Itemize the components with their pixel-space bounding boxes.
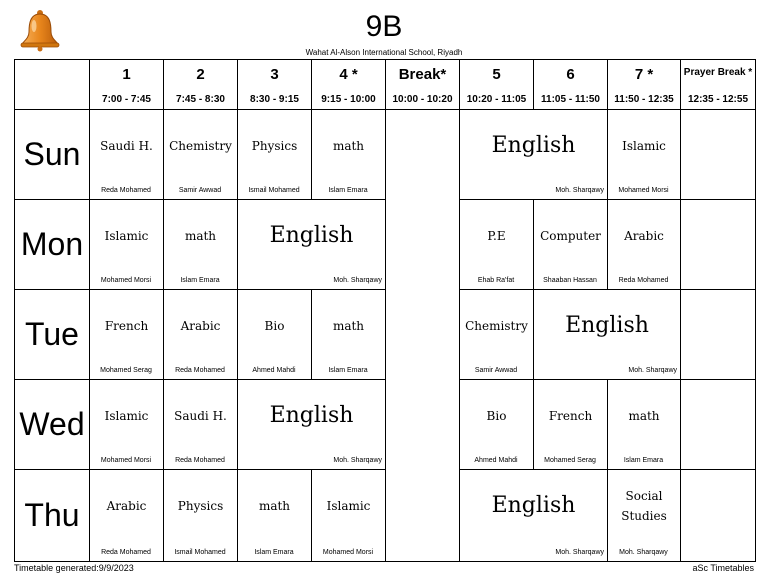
lesson-cell: [312, 110, 386, 200]
teacher: Moh. Sharqawy: [619, 549, 668, 556]
teacher: Mohamed Serag: [100, 367, 152, 374]
teacher: Shaaban Hassan: [543, 277, 597, 284]
teacher: Moh. Sharqawy: [555, 549, 604, 556]
subject: English: [269, 402, 354, 428]
lesson-cell: [238, 110, 312, 200]
subject: English: [269, 222, 354, 248]
day-row-mon: [15, 200, 756, 290]
teacher: Samir Awwad: [178, 187, 222, 194]
teacher: Reda Mohamed: [101, 187, 151, 194]
subject: English: [491, 132, 576, 158]
day-row-wed: [15, 380, 756, 470]
day-label: Mon: [15, 200, 90, 290]
subject: Islamic: [326, 499, 371, 514]
teacher: Moh. Sharqawy: [628, 367, 677, 374]
teacher: Islam Emara: [328, 367, 368, 374]
lesson-cell: [460, 290, 534, 380]
teacher: Mohamed Morsi: [100, 457, 152, 464]
day-label: Sun: [15, 110, 90, 200]
day-label: Tue: [15, 290, 90, 380]
day-label: Thu: [15, 470, 90, 562]
subject: math: [184, 228, 217, 243]
teacher: Ahmed Mahdi: [252, 367, 296, 374]
subject: Social Studies: [621, 489, 667, 524]
teacher: Ahmed Mahdi: [474, 457, 518, 464]
school-name: Wahat Al-Alson International School, Riyadh: [305, 48, 463, 57]
lesson-cell: [460, 380, 534, 470]
subject: Islamic: [104, 228, 149, 243]
lesson-cell: [238, 200, 386, 290]
break-column: [386, 110, 460, 562]
teacher: Ismail Mohamed: [248, 187, 300, 194]
prayer-break-cell: [681, 200, 756, 290]
lesson-cell: [164, 380, 238, 470]
subject: Arabic: [106, 499, 147, 514]
teacher: Islam Emara: [328, 187, 368, 194]
subject: Arabic: [624, 228, 664, 243]
generated-date: Timetable generated:9/9/2023: [14, 563, 134, 573]
period-header-2: 2 7:45 - 8:30: [164, 60, 238, 110]
brand-label: aSc Timetables: [692, 563, 754, 573]
lesson-cell: [312, 470, 386, 562]
day-row-sun: [15, 110, 756, 200]
period-header-3: 3 8:30 - 9:15: [238, 60, 312, 110]
teacher: Reda Mohamed: [175, 457, 225, 464]
header-row: [15, 60, 756, 110]
corner-cell: [15, 60, 90, 110]
lesson-cell: [460, 110, 608, 200]
lesson-cell: [164, 200, 238, 290]
lesson-cell: [608, 110, 681, 200]
lesson-cell: [90, 200, 164, 290]
teacher: Mohamed Morsi: [100, 277, 152, 284]
prayer-break-cell: [681, 470, 756, 562]
teacher: Ismail Mohamed: [174, 549, 226, 556]
subject: Arabic: [180, 318, 221, 333]
lesson-cell: [608, 200, 681, 290]
subject: Bio: [264, 318, 285, 333]
class-title: 9B: [365, 10, 403, 43]
teacher: Reda Mohamed: [175, 367, 225, 374]
subject: math: [258, 499, 291, 514]
lesson-cell: [90, 290, 164, 380]
lesson-cell: [534, 290, 681, 380]
period-header-4: 4 * 9:15 - 10:00: [312, 60, 386, 110]
subject: Saudi H.: [174, 408, 227, 423]
subject: English: [491, 493, 576, 519]
subject: math: [332, 318, 365, 333]
subject: Computer: [540, 228, 601, 243]
lesson-cell: [312, 290, 386, 380]
subject: Physics: [177, 499, 224, 514]
subject: Chemistry: [169, 138, 232, 153]
period-header-7: 7 * 11:50 - 12:35: [608, 60, 681, 110]
subject: P.E: [487, 228, 506, 243]
subject: math: [332, 138, 365, 153]
teacher: Islam Emara: [623, 457, 664, 464]
period-header-prayer: Prayer Break * 12:35 - 12:55: [681, 60, 756, 110]
lesson-cell: [534, 380, 608, 470]
teacher: Mohamed Serag: [544, 457, 596, 464]
lesson-cell: [164, 470, 238, 562]
period-header-6: 6 11:05 - 11:50: [534, 60, 608, 110]
subject: math: [628, 408, 660, 423]
period-header-1: 1 7:00 - 7:45: [90, 60, 164, 110]
period-header-5: 5 10:20 - 11:05: [460, 60, 534, 110]
subject: Islamic: [622, 138, 666, 153]
teacher: Mohamed Morsi: [618, 187, 669, 194]
teacher: Islam Emara: [180, 277, 220, 284]
prayer-break-cell: [681, 380, 756, 470]
teacher: Moh. Sharqawy: [555, 187, 604, 194]
lesson-cell: [90, 380, 164, 470]
prayer-break-cell: [681, 290, 756, 380]
lesson-cell: [90, 470, 164, 562]
lesson-cell: [608, 470, 681, 562]
lesson-cell: [238, 290, 312, 380]
subject: English: [565, 312, 649, 338]
teacher: Moh. Sharqawy: [333, 277, 382, 284]
subject: Chemistry: [465, 318, 528, 333]
lesson-cell: [238, 380, 386, 470]
subject: Bio: [486, 408, 507, 423]
lesson-cell: [90, 110, 164, 200]
teacher: Islam Emara: [254, 549, 294, 556]
day-row-thu: [15, 470, 756, 562]
teacher: Reda Mohamed: [101, 549, 151, 556]
subject: Saudi H.: [100, 138, 153, 153]
day-row-tue: [15, 290, 756, 380]
lesson-cell: [534, 200, 608, 290]
subject: Islamic: [104, 408, 149, 423]
teacher: Moh. Sharqawy: [333, 457, 382, 464]
lesson-cell: [460, 470, 608, 562]
lesson-cell: [164, 110, 238, 200]
subject: French: [548, 408, 593, 423]
teacher: Mohamed Morsi: [322, 549, 374, 556]
subject: French: [104, 318, 149, 333]
prayer-break-cell: [681, 110, 756, 200]
timetable: [14, 59, 756, 562]
lesson-cell: [608, 380, 681, 470]
period-header-break: Break* 10:00 - 10:20: [386, 60, 460, 110]
teacher: Ehab Ra'fat: [477, 277, 515, 284]
teacher: Reda Mohamed: [618, 277, 669, 284]
subject: Physics: [251, 138, 298, 153]
day-label: Wed: [15, 380, 90, 470]
lesson-cell: [460, 200, 534, 290]
lesson-cell: [164, 290, 238, 380]
lesson-cell: [238, 470, 312, 562]
teacher: Samir Awwad: [474, 367, 518, 374]
